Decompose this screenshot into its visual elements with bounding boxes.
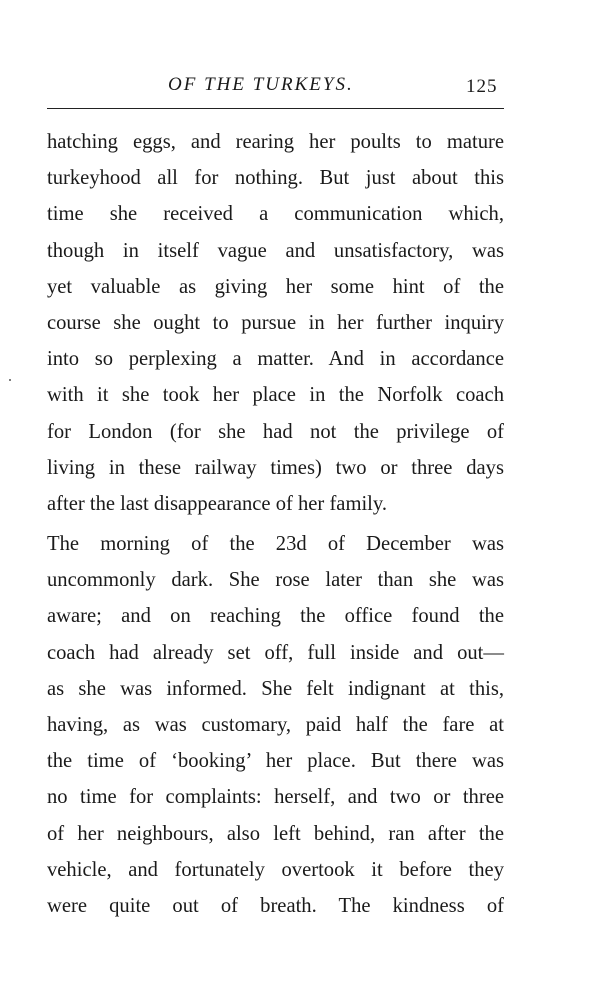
text-line: having, as was customary, paid half the fare at (47, 714, 504, 736)
running-title: OF THE TURKEYS. (168, 74, 354, 95)
text-line: for London (for she had not the privilege of (47, 420, 504, 443)
text-line: yet valuable as giving her some hint of the (47, 275, 504, 298)
body-text (47, 124, 504, 924)
text-line: aware; and on reaching the office found the (47, 605, 504, 628)
text-line: though in itself vague and unsatisfactory, was (47, 239, 504, 262)
text-line: vehicle, and fortunately overtook it before they (47, 858, 504, 881)
text-line: coach had already set off, full inside and out— (47, 641, 504, 664)
text-line: with it she took her place in the Norfolk coach (47, 384, 504, 407)
text-line: living in these railway times) two or three days (47, 456, 504, 479)
text-line: as she was informed. She felt indignant at this, (47, 677, 504, 700)
text-line: the time of ‘booking’ her place. But there was (47, 750, 504, 773)
page-number: 125 (466, 76, 498, 97)
text-line: turkeyhood all for nothing. But just about this (47, 167, 504, 190)
text-line: time she received a communication which, (47, 203, 504, 226)
text-line: into so perplexing a matter. And in accordance (47, 348, 504, 371)
paragraph-1 (47, 124, 504, 522)
text-line: course she ought to pursue in her further inquiry (47, 311, 504, 334)
header-rule (47, 108, 504, 109)
text-line: of her neighbours, also left behind, ran after the (47, 822, 504, 845)
text-line: after the last disappearance of her family. (47, 492, 388, 515)
margin-speck (9, 379, 11, 381)
text-line: The morning of the 23d of December was (47, 533, 504, 556)
paragraph-2 (47, 526, 504, 924)
text-line: uncommonly dark. She rose later than she was (47, 569, 504, 592)
text-line: no time for complaints: herself, and two or three (47, 786, 504, 809)
text-line: hatching eggs, and rearing her poults to mature (47, 131, 504, 153)
running-head (0, 74, 597, 104)
text-line: were quite out of breath. The kindness of (47, 894, 504, 917)
